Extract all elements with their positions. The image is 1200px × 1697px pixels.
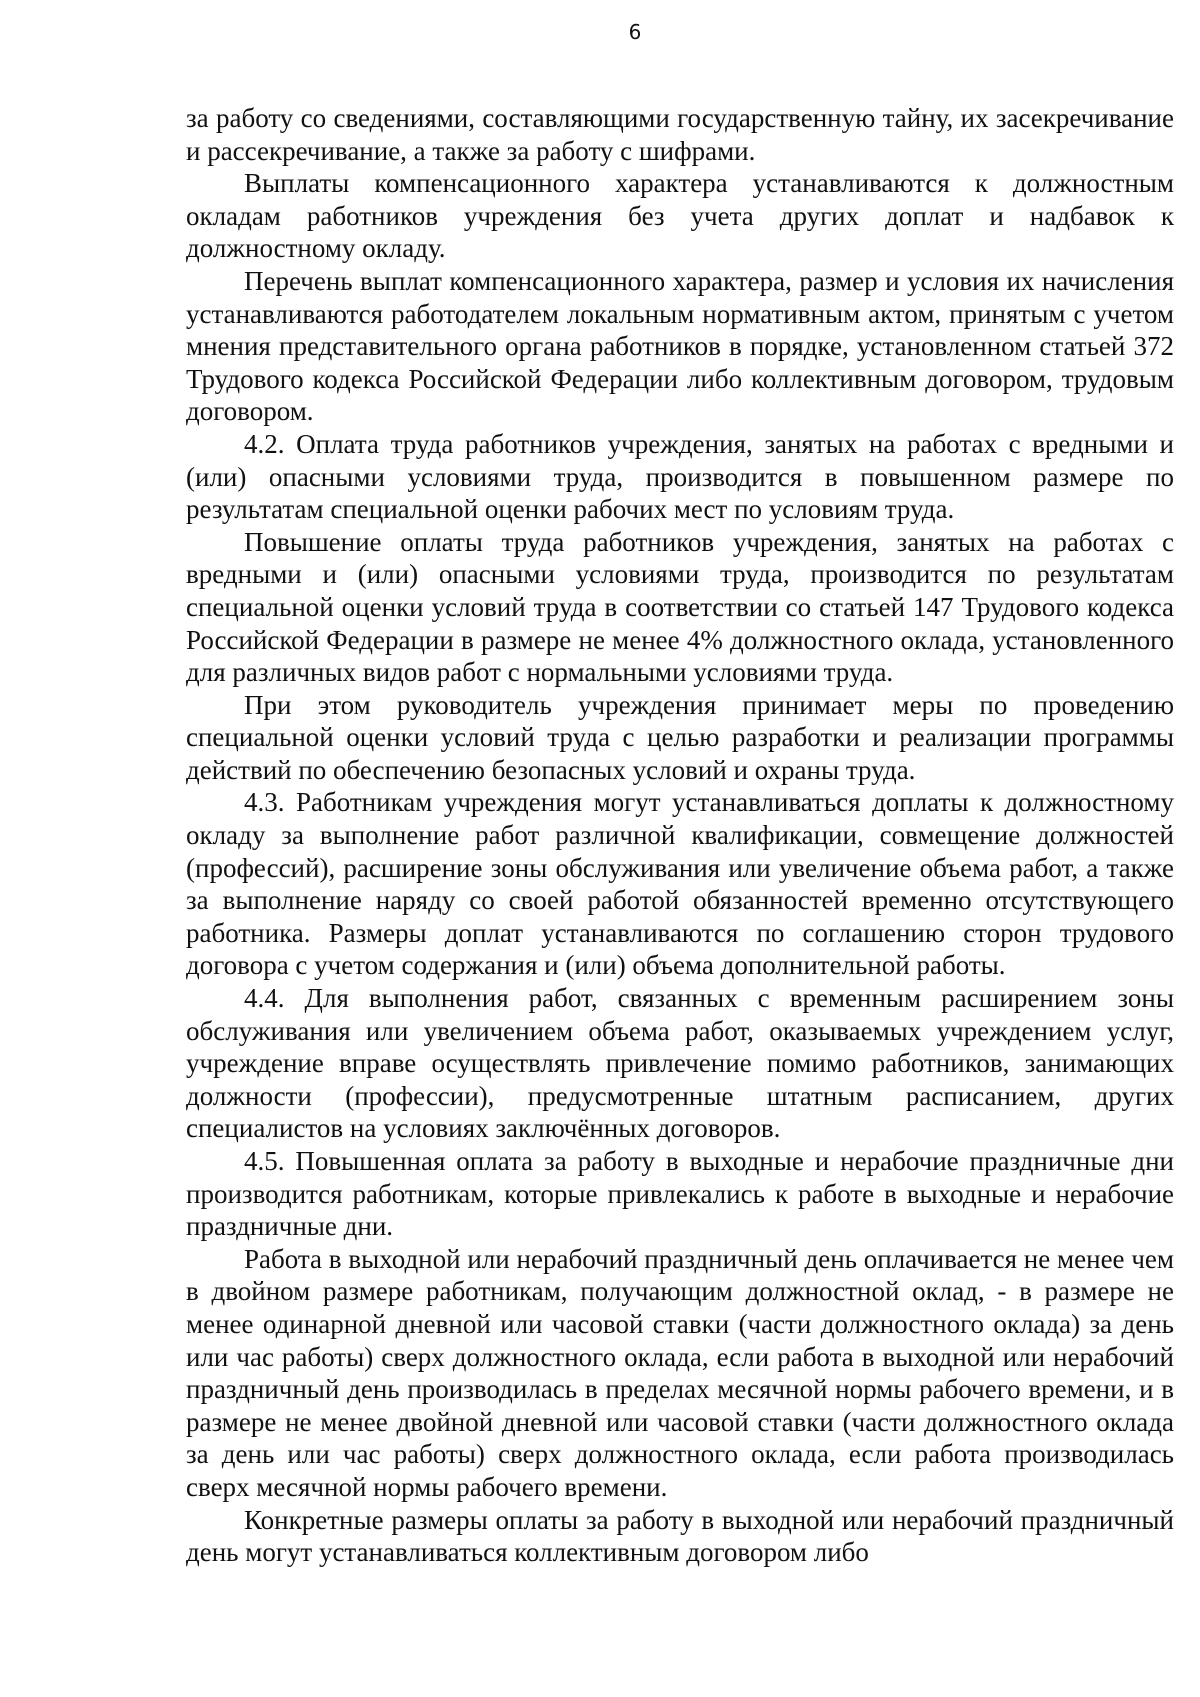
paragraph-4-4: 4.4. Для выполнения работ, связанных с временным расширением зоны обслуживания или увеличением объема работ, оказываемых учреждением услуг, учреждение вправе осуществлять привлечение помимо работников, занимающих должности (профессии), предусмотренные штатным расписанием, других специалистов на условиях заключённых договоров. — [186, 983, 1174, 1144]
document-body — [186, 102, 1174, 1569]
paragraph-holiday-work: Работа в выходной или нерабочий праздничный день оплачивается не менее чем в двойном размере работникам, получающим должностной оклад, - в размере не менее одинарной дневной или часовой ставки (части должностного оклада) за день или час работы) сверх должностного оклада, если работа в выходной или нерабочий праздничный день производилась в пределах месячной нормы рабочего времени, и в размере не менее двойной дневной или часовой ставки (части должностного оклада за день или час работы) сверх должностного оклада, если работа производилась сверх месячной нормы рабочего времени. — [186, 1243, 1174, 1502]
paragraph-continuation: за работу со сведениями, составляющими государственную тайну, их засекречивание и рассекречивание, а также за работу с шифрами. — [186, 103, 1174, 166]
paragraph-4-3: 4.3. Работникам учреждения могут устанавливаться доплаты к должностному окладу за выполнение работ различной квалификации, совмещение должностей (профессий), расширение зоны обслуживания или увеличение объема работ, а также за выполнение наряду со своей работой обязанностей временно отсутствующего работника. Размеры доплат устанавливаются по соглашению сторон трудового договора с учетом содержания и (или) объема дополнительной работы. — [186, 787, 1174, 981]
page-number: 6 — [628, 20, 642, 44]
paragraph-4-2: 4.2. Оплата труда работников учреждения, занятых на работах с вредными и (или) опасными условиями труда, производится в повышенном размере по результатам специальной оценки рабочих мест по условиям труда. — [186, 428, 1174, 525]
paragraph-specific-amounts: Конкретные размеры оплаты за работу в выходной или нерабочий праздничный день могут устанавливаться коллективным договором либо — [186, 1504, 1174, 1568]
paragraph-pay-increase: Повышение оплаты труда работников учреждения, занятых на работах с вредными и (или) опасными условиями труда, производится по результатам специальной оценки условий труда в соответствии со статьей 147 Трудового кодекса Российской Федерации в размере не менее 4% должностного оклада, установленного для различных видов работ с нормальными условиями труда. — [186, 526, 1174, 688]
paragraph-4-5: 4.5. Повышенная оплата за работу в выходные и нерабочие праздничные дни производится работникам, которые привлекались к работе в выходные и нерабочие праздничные дни. — [186, 1146, 1174, 1242]
paragraph-compensation-payments: Выплаты компенсационного характера устанавливаются к должностным окладам работников учреждения без учета других доплат и надбавок к должностному окладу. — [186, 168, 1174, 264]
paragraph-payments-list: Перечень выплат компенсационного характера, размер и условия их начисления устанавливаются работодателем локальным нормативным актом, принятым с учетом мнения представительного органа работников в порядке, установленном статьей 372 Трудового кодекса Российской Федерации либо коллективным договором, трудовым договором. — [186, 265, 1174, 427]
paragraph-head-measures: При этом руководитель учреждения принимает меры по проведению специальной оценки условий труда с целью разработки и реализации программы действий по обеспечению безопасных условий и охраны труда. — [186, 689, 1174, 785]
